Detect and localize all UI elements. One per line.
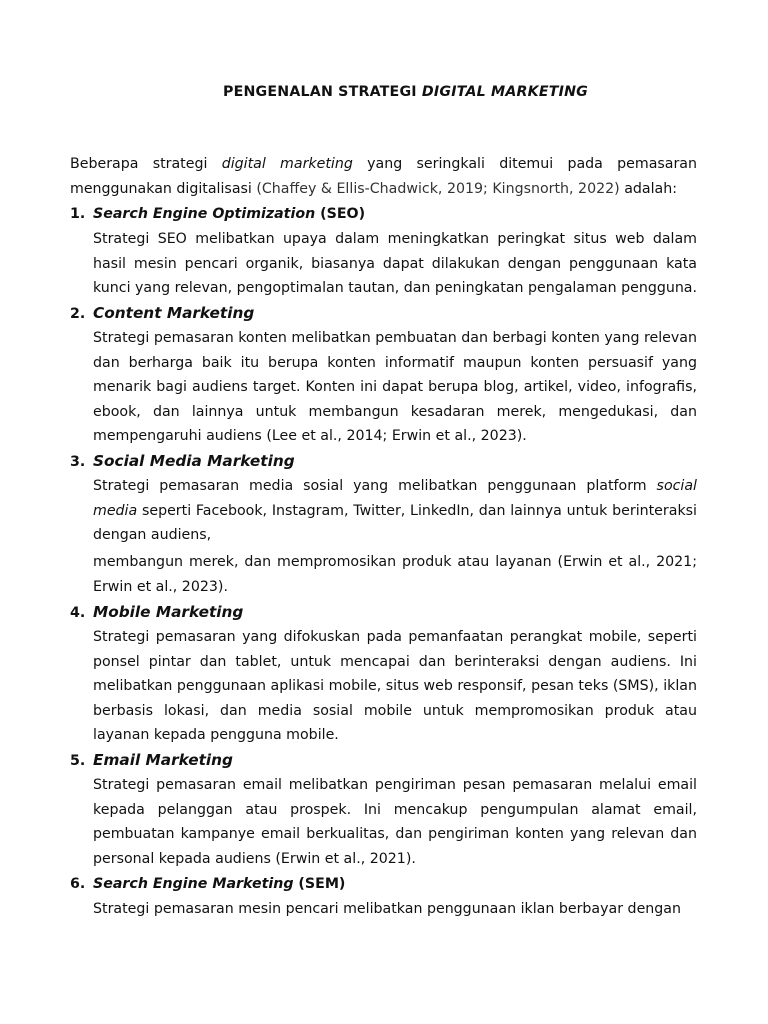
item-heading-seo <box>70 204 365 224</box>
item-title: Social Media Marketing <box>93 452 295 470</box>
item-suffix: (SEO) <box>315 206 366 222</box>
item-number: 4. <box>70 605 86 621</box>
page-title <box>0 84 768 100</box>
item-number: 5. <box>70 753 86 769</box>
intro-paragraph <box>70 152 697 201</box>
title-italic: DIGITAL MARKETING <box>421 84 589 100</box>
item-heading-sem <box>70 874 345 894</box>
item-title: Search Engine Optimization <box>93 206 316 222</box>
item-paragraph-email-marketing: Strategi pemasaran email melibatkan pengiriman pesan pemasaran melalui email kepada pelanggan atau prospek. Ini mencakup pengumpulan alamat email, pembuatan kampanye email berkualitas, dan pengiriman konten yang relevan dan personal kepada audiens (Erwin et al., 2021). <box>93 777 697 867</box>
intro-text-3: adalah: <box>619 180 678 197</box>
item-text-2: seperti Facebook, Instagram, Twitter, LinkedIn, dan lainnya untuk berinteraksi dengan audiens, <box>93 502 697 543</box>
intro-citation: (Chaffey & Ellis-Chadwick, 2019; Kingsnorth, 2022) <box>256 180 620 197</box>
item-text-1: Strategi pemasaran media sosial yang melibatkan penggunaan platform <box>93 478 657 494</box>
item-paragraph-sem: Strategi pemasaran mesin pencari melibatkan penggunaan iklan berbayar dengan <box>93 901 681 917</box>
intro-text-1: Beberapa strategi <box>70 156 222 172</box>
item-number: 1. <box>70 206 86 222</box>
item-paragraph-content-marketing: Strategi pemasaran konten melibatkan pembuatan dan berbagi konten yang relevan dan berharga baik itu berupa konten informatif maupun konten persuasif yang menarik bagi audiens target. Konten ini dapat berupa blog, artikel, video, infografis, ebook, dan lainnya untuk membangun kesadaran merek, mengedukasi, dan mempengaruhi audiens (Lee et al., 2014; Erwin et al., 2023). <box>93 330 697 444</box>
item-paragraph-social-media-continued: membangun merek, dan mempromosikan produk atau layanan (Erwin et al., 2021; Erwin et al., 2023). <box>93 554 697 595</box>
item-paragraph-mobile-marketing: Strategi pemasaran yang difokuskan pada pemanfaatan perangkat mobile, seperti ponsel pintar dan tablet, untuk mencapai dan berinteraksi dengan audiens. Ini melibatkan penggunaan aplikasi mobile, situs web responsif, pesan teks (SMS), iklan berbasis lokasi, dan media sosial mobile untuk mempromosikan produk atau layanan kepada pengguna mobile. <box>93 629 697 743</box>
item-heading-mobile-marketing <box>70 602 243 623</box>
item-paragraph-seo: Strategi SEO melibatkan upaya dalam meningkatkan peringkat situs web dalam hasil mesin pencari organik, biasanya dapat dilakukan dengan penggunaan kata kunci yang relevan, pengoptimalan tautan, dan peningkatan pengalaman pengguna. <box>93 231 698 296</box>
title-plain: PENGENALAN STRATEGI <box>222 84 422 100</box>
item-heading-social-media-marketing <box>70 451 295 472</box>
item-title: Content Marketing <box>93 304 255 322</box>
item-italic: social media <box>93 478 697 519</box>
item-number: 3. <box>70 454 86 470</box>
item-number: 6. <box>70 876 86 892</box>
item-heading-email-marketing <box>70 750 233 771</box>
item-suffix: (SEM) <box>293 876 346 892</box>
item-heading-content-marketing <box>70 303 254 324</box>
item-number: 2. <box>70 306 86 322</box>
item-title: Search Engine Marketing <box>93 876 294 892</box>
intro-text-2: yang seringkali ditemui pada pemasaran menggunakan digitalisasi <box>70 156 697 197</box>
item-paragraph-social-media-marketing <box>93 474 697 548</box>
item-title: Email Marketing <box>93 751 234 769</box>
intro-italic: digital marketing <box>221 156 353 172</box>
item-title: Mobile Marketing <box>93 603 244 621</box>
